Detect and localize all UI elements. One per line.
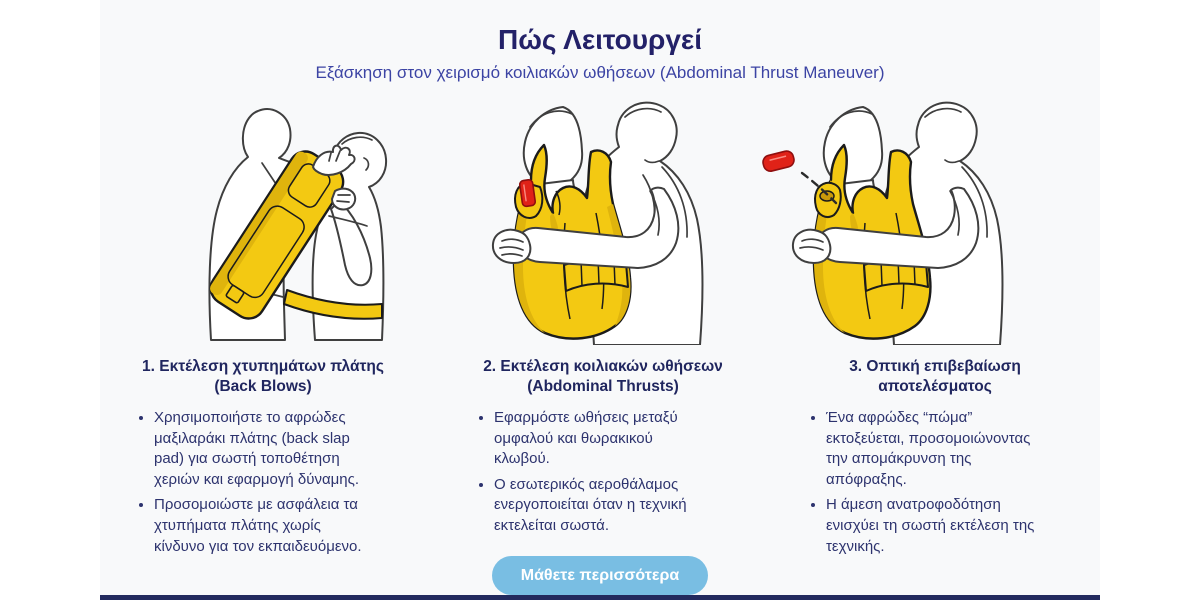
step-1-heading-line1: 1. Εκτέλεση χτυπημάτων πλάτης — [142, 358, 384, 375]
bullet-item: • Προσομοιώστε με ασφάλεια τα χτυπήματα πλάτης χωρίς κίνδυνο για τον εκπαιδευόμενο. — [154, 495, 369, 557]
step-1-bullets — [134, 408, 369, 557]
step-1-heading-line2: (Back Blows) — [214, 378, 312, 396]
step-1-heading — [108, 357, 418, 397]
steps-grid — [100, 95, 1100, 555]
step-2-heading-line2: (Abdominal Thrusts) — [527, 378, 679, 396]
how-it-works-section — [100, 0, 1100, 600]
back-blows-drawing — [145, 95, 400, 345]
bullet-item: • Η άμεση ανατροφοδότηση ενισχύει τη σωστή εκτέλεση της τεχνικής. — [826, 495, 1041, 557]
step-3-heading-line1: 3. Οπτική επιβεβαίωση — [849, 358, 1021, 375]
step-2-column — [448, 95, 758, 542]
bullet-item: • Ένα αφρώδες “πώμα” εκτοξεύεται, προσομοιώνοντας την απομάκρυνση της απόφραξης. — [826, 408, 1041, 490]
step-3-bullets — [806, 408, 1041, 557]
bullet-item: • Εφαρμόστε ωθήσεις μεταξύ ομφαλού και θωρακικού κλωβού. — [494, 408, 709, 470]
plug-ejection-drawing — [752, 95, 1032, 345]
step-3-heading-line2: αποτελέσματος — [878, 378, 992, 396]
step-3-column — [780, 95, 1090, 562]
section-subtitle: Εξάσκηση στον χειρισμό κοιλιακών ωθήσεων (Abdominal Thrust Maneuver) — [315, 63, 885, 82]
back-blows-illustration — [108, 95, 418, 345]
next-section-edge — [100, 595, 1100, 600]
step-3-heading — [780, 357, 1090, 397]
bullet-item: • Χρησιμοποιήστε το αφρώδες μαξιλαράκι πλάτης (back slap pad) για σωστή τοποθέτηση χεριών και εφαρμογή δύναμης. — [154, 408, 369, 490]
step-2-heading — [448, 357, 758, 397]
step-2-bullets — [474, 408, 709, 536]
cta-row — [100, 556, 1100, 595]
step-1-column — [108, 95, 418, 562]
section-title: Πώς Λειτουργεί — [498, 24, 702, 55]
bullet-item: • Ο εσωτερικός αεροθάλαμος ενεργοποιείται όταν η τεχνική εκτελείται σωστά. — [494, 475, 709, 537]
learn-more-button[interactable]: Μάθετε περισσότερα — [492, 556, 708, 595]
plug-ejection-illustration — [780, 95, 1090, 345]
abdominal-thrusts-illustration — [448, 95, 758, 345]
abdominal-thrusts-drawing — [468, 95, 728, 345]
step-2-heading-line1: 2. Εκτέλεση κοιλιακών ωθήσεων — [483, 358, 723, 375]
